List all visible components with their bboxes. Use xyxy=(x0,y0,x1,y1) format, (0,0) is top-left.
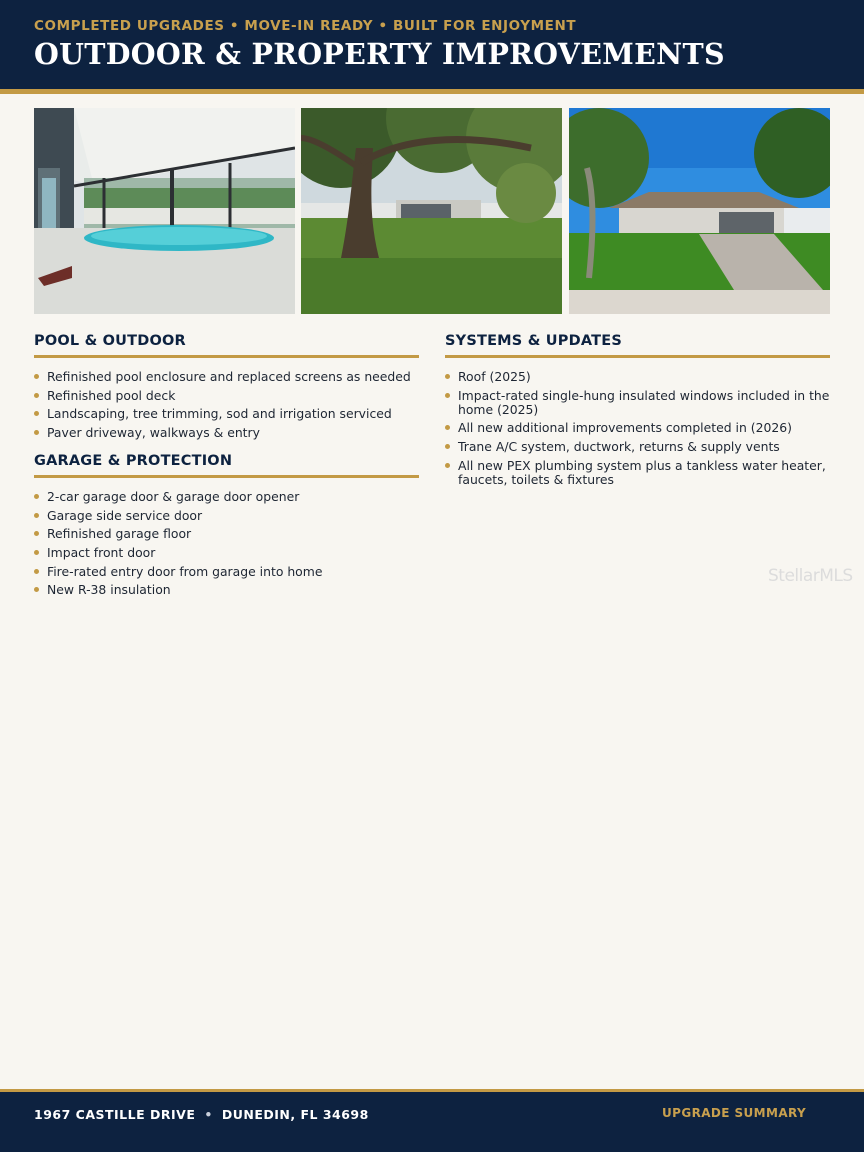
section-title-garage: GARAGE & PROTECTION xyxy=(34,452,419,478)
section-pool-outdoor xyxy=(34,332,419,445)
bullet-icon xyxy=(34,494,39,499)
list-item xyxy=(34,583,419,597)
address-separator: • xyxy=(204,1107,213,1122)
bullet-icon xyxy=(445,393,450,398)
list-item-text: Paver driveway, walkways & entry xyxy=(47,425,260,441)
list-item xyxy=(34,389,419,403)
list-item-text: Refinished pool enclosure and replaced screens as needed xyxy=(47,369,411,384)
header-kicker: COMPLETED UPGRADES • MOVE-IN READY • BUILT FOR ENJOYMENT xyxy=(34,18,577,34)
section-systems-updates xyxy=(445,332,830,491)
list-item-text: Impact front door xyxy=(47,545,156,561)
list-item xyxy=(34,565,419,579)
upgrade-summary-label: UPGRADE SUMMARY xyxy=(662,1106,807,1120)
bullet-icon xyxy=(445,374,450,379)
garage-items-list xyxy=(34,490,419,597)
property-address xyxy=(34,1107,369,1122)
list-item-text: Trane A/C system, ductwork, returns & supply vents xyxy=(458,439,780,455)
pool-items-list xyxy=(34,370,419,440)
list-item-text: Roof (2025) xyxy=(458,369,531,384)
mls-watermark: StellarMLS xyxy=(768,566,853,586)
address-street: 1967 CASTILLE DRIVE xyxy=(34,1107,196,1122)
list-item-text: Refinished garage floor xyxy=(47,526,192,542)
list-item-text: All new additional improvements completed in (2026) xyxy=(458,420,792,436)
bullet-icon xyxy=(445,444,450,449)
address-city: DUNEDIN, FL 34698 xyxy=(221,1107,369,1122)
list-item-text: New R-38 insulation xyxy=(47,582,171,598)
bullet-icon xyxy=(34,393,39,398)
section-title-pool: POOL & OUTDOOR xyxy=(34,332,419,358)
list-item xyxy=(34,426,419,440)
section-garage-protection xyxy=(34,452,419,602)
photo-backyard-oak xyxy=(301,108,562,314)
bullet-icon xyxy=(34,513,39,518)
bullet-icon xyxy=(445,463,450,468)
footer-banner xyxy=(0,1092,864,1152)
bullet-icon xyxy=(34,531,39,536)
list-item xyxy=(445,421,830,435)
photo-house-front xyxy=(569,108,830,314)
list-item xyxy=(34,527,419,541)
systems-items-list xyxy=(445,370,830,487)
bullet-icon xyxy=(445,425,450,430)
photo-pool-enclosure xyxy=(34,108,295,314)
list-item xyxy=(445,370,830,384)
list-item xyxy=(445,459,830,487)
header-divider xyxy=(0,89,864,94)
list-item-text: Fire-rated entry door from garage into home xyxy=(47,563,323,579)
list-item xyxy=(34,370,419,384)
list-item-text: Refinished pool deck xyxy=(47,387,176,403)
list-item xyxy=(445,440,830,454)
bullet-icon xyxy=(34,411,39,416)
list-item-text: Garage side service door xyxy=(47,507,203,523)
bullet-icon xyxy=(34,550,39,555)
list-item-text: All new PEX plumbing system plus a tankless water heater, faucets, toilets & fixtures xyxy=(458,457,826,487)
header-banner xyxy=(0,0,864,89)
list-item xyxy=(34,407,419,421)
bullet-icon xyxy=(34,569,39,574)
list-item-text: Landscaping, tree trimming, sod and irrigation serviced xyxy=(47,406,392,422)
list-item-text: 2-car garage door & garage door opener xyxy=(47,489,300,504)
section-title-systems: SYSTEMS & UPDATES xyxy=(445,332,830,358)
list-item-text: Impact-rated single-hung insulated windows included in the home (2025) xyxy=(458,387,830,417)
list-item xyxy=(34,490,419,504)
list-item xyxy=(445,389,830,417)
bullet-icon xyxy=(34,374,39,379)
list-item xyxy=(34,509,419,523)
page-title: OUTDOOR & PROPERTY IMPROVEMENTS xyxy=(34,37,725,71)
list-item xyxy=(34,546,419,560)
bullet-icon xyxy=(34,430,39,435)
bullet-icon xyxy=(34,587,39,592)
